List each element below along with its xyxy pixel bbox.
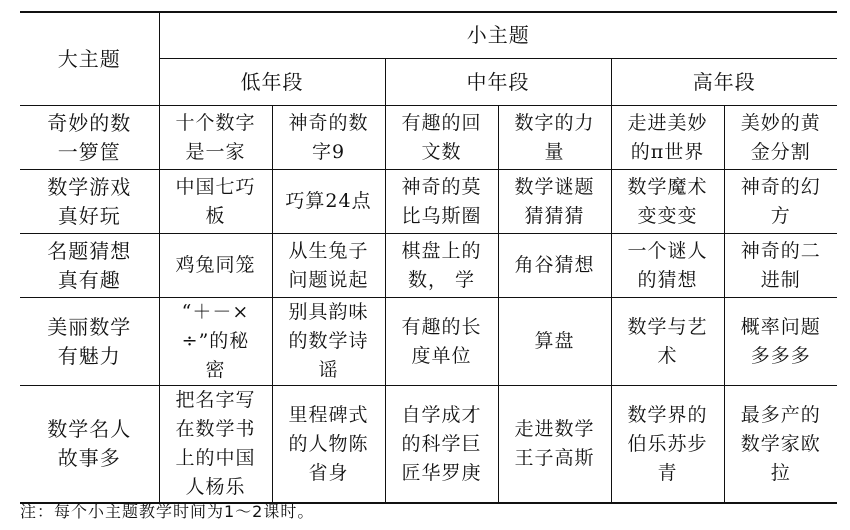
- table-cell: 十个数字 是一家: [159, 106, 272, 170]
- curriculum-table: [20, 11, 837, 504]
- table-row: [20, 234, 837, 298]
- header-row-top: [20, 12, 837, 59]
- table-row: [20, 386, 837, 504]
- header-stage-high: 高年段: [611, 59, 837, 106]
- table-row: [20, 170, 837, 234]
- table-cell: 神奇的数 字9: [272, 106, 385, 170]
- footnote: 注：每个小主题教学时间为1～2课时。: [20, 502, 315, 521]
- table-cell: 别具韵味 的数学诗 谣: [272, 298, 385, 386]
- table-cell: 数学界的 伯乐苏步 青: [611, 386, 724, 504]
- table-cell: 鸡兔同笼: [159, 234, 272, 298]
- table-cell: 里程碑式 的人物陈 省身: [272, 386, 385, 504]
- table-cell: 美妙的黄 金分割: [724, 106, 837, 170]
- table-cell: 数字的力 量: [498, 106, 611, 170]
- table-cell: 从生兔子 问题说起: [272, 234, 385, 298]
- table-cell: 算盘: [498, 298, 611, 386]
- table-cell: 巧算24点: [272, 170, 385, 234]
- row-theme: 数学游戏 真好玩: [20, 170, 159, 234]
- table-cell: 一个谜人 的猜想: [611, 234, 724, 298]
- table-cell: 神奇的幻 方: [724, 170, 837, 234]
- row-theme: 奇妙的数 一箩筐: [20, 106, 159, 170]
- table-cell: 神奇的二 进制: [724, 234, 837, 298]
- table-cell: 走进美妙 的π世界: [611, 106, 724, 170]
- table-cell: 棋盘上的 数， 学: [385, 234, 498, 298]
- table-cell: 中国七巧 板: [159, 170, 272, 234]
- table-cell: 有趣的回 文数: [385, 106, 498, 170]
- row-theme: 美丽数学 有魅力: [20, 298, 159, 386]
- table-cell: 概率问题 多多多: [724, 298, 837, 386]
- table-cell: 角谷猜想: [498, 234, 611, 298]
- table-cell: 走进数学 王子高斯: [498, 386, 611, 504]
- table-cell: 数学魔术 变变变: [611, 170, 724, 234]
- table-row: [20, 106, 837, 170]
- table-cell: 神奇的莫 比乌斯圈: [385, 170, 498, 234]
- table-cell: 最多产的 数学家欧 拉: [724, 386, 837, 504]
- header-stage-low: 低年段: [159, 59, 385, 106]
- table-row: [20, 298, 837, 386]
- table-cell: 把名字写 在数学书 上的中国 人杨乐: [159, 386, 272, 504]
- row-theme: 数学名人 故事多: [20, 386, 159, 504]
- header-big-theme: 大主题: [20, 12, 159, 106]
- header-stage-mid: 中年段: [385, 59, 611, 106]
- table-cell: 自学成才 的科学巨 匠华罗庚: [385, 386, 498, 504]
- table-cell: 数学与艺 术: [611, 298, 724, 386]
- header-small-theme: 小主题: [159, 12, 837, 59]
- table-cell: 有趣的长 度单位: [385, 298, 498, 386]
- row-theme: 名题猜想 真有趣: [20, 234, 159, 298]
- table-cell: “＋－× ÷”的秘 密: [159, 298, 272, 386]
- table-cell: 数学谜题 猜猜猜: [498, 170, 611, 234]
